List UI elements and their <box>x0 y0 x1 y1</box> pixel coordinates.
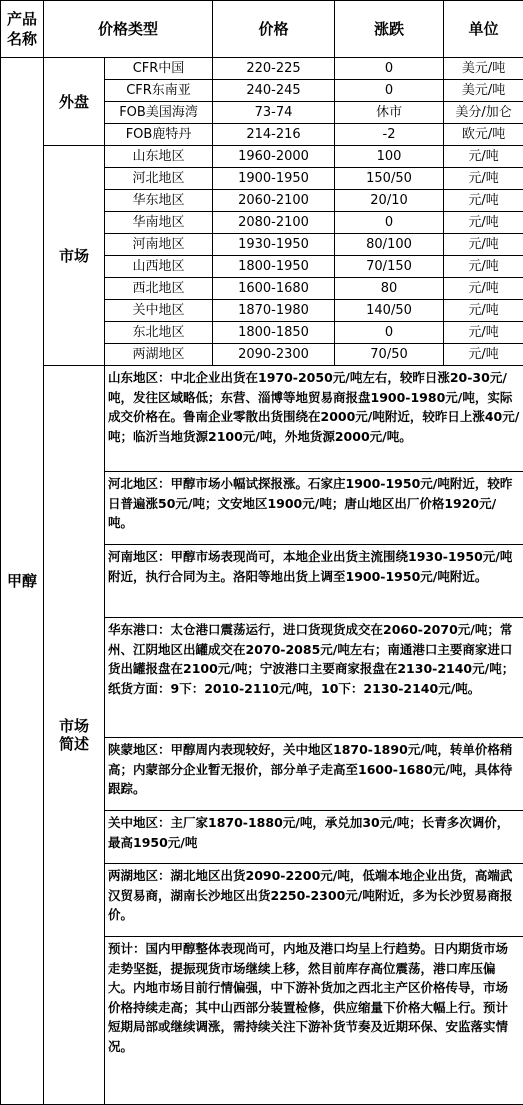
market-change-cell: 140/50 <box>335 300 444 322</box>
outer-price-cell: 73-74 <box>213 102 335 124</box>
market-change-cell: 20/10 <box>335 190 444 212</box>
summary-paragraph: 关中地区：主厂家1870-1880元/吨，承兑加30元/吨；长青多次调价，最高1950元/吨 <box>105 811 523 864</box>
market-change-cell: 80 <box>335 278 444 300</box>
header-product-line1: 产品 <box>1 9 43 29</box>
outer-unit-cell: 美分/加仑 <box>444 102 523 124</box>
market-unit-cell: 元/吨 <box>444 234 523 256</box>
market-change-cell: 70/150 <box>335 256 444 278</box>
market-price-cell: 1900-1950 <box>213 168 335 190</box>
market-name-cell: 西北地区 <box>105 278 213 300</box>
market-price-cell: 1960-2000 <box>213 146 335 168</box>
market-price-cell: 1600-1680 <box>213 278 335 300</box>
market-name-cell: 山西地区 <box>105 256 213 278</box>
market-price-cell: 1870-1980 <box>213 300 335 322</box>
outer-price-cell: 214-216 <box>213 124 335 146</box>
summary-row <box>1 366 523 472</box>
market-change-cell: 0 <box>335 212 444 234</box>
market-name-cell: 华东地区 <box>105 190 213 212</box>
market-unit-cell: 元/吨 <box>444 300 523 322</box>
summary-paragraph: 预计：国内甲醇整体表现尚可，内地及港口均呈上行趋势。日内期货市场走势坚挺，提振现货市场继续上移，然目前库存高位震荡，港口库压偏大。内地市场目前行情偏强，中下游补货加之西北主产区价格传导，市场价格持续走高；其中山西部分装置检修，供应缩量下价格大幅上行。预计短期局部或继续调涨，需持续关注下游补货节奏及近期环保、安监落实情况。 <box>105 937 523 1105</box>
product-name-cell: 甲醇 <box>1 58 44 1105</box>
market-change-cell: 0 <box>335 322 444 344</box>
outer-name-cell: FOB鹿特丹 <box>105 124 213 146</box>
outer-unit-cell: 欧元/吨 <box>444 124 523 146</box>
market-unit-cell: 元/吨 <box>444 168 523 190</box>
summary-category-label <box>44 366 105 1105</box>
header-product <box>1 1 44 58</box>
market-name-cell: 关中地区 <box>105 300 213 322</box>
header-product-line2: 名称 <box>1 29 43 49</box>
header-row <box>1 1 523 58</box>
outer-change-cell: 0 <box>335 80 444 102</box>
market-price-cell: 2060-2100 <box>213 190 335 212</box>
summary-paragraph: 河南地区：甲醇市场表现尚可，本地企业出货主流围绕1930-1950元/吨附近，执行合同为主。洛阳等地出货上调至1900-1950元/吨附近。 <box>105 545 523 618</box>
outer-change-cell: -2 <box>335 124 444 146</box>
header-unit: 单位 <box>444 1 523 58</box>
outer-price-cell: 240-245 <box>213 80 335 102</box>
market-price-cell: 2080-2100 <box>213 212 335 234</box>
header-change: 涨跌 <box>335 1 444 58</box>
summary-label-line2: 简述 <box>44 735 104 753</box>
market-price-cell: 1930-1950 <box>213 234 335 256</box>
market-unit-cell: 元/吨 <box>444 344 523 366</box>
outer-name-cell: CFR东南亚 <box>105 80 213 102</box>
market-category-label: 市场 <box>44 146 105 366</box>
market-name-cell: 华南地区 <box>105 212 213 234</box>
market-name-cell: 山东地区 <box>105 146 213 168</box>
outer-change-cell: 0 <box>335 58 444 80</box>
summary-paragraph: 两湖地区：湖北地区出货2090-2200元/吨，低端本地企业出货，高端武汉贸易商，湖南长沙地区出货2250-2300元/吨附近，多为长沙贸易商报价。 <box>105 864 523 937</box>
market-name-cell: 东北地区 <box>105 322 213 344</box>
market-unit-cell: 元/吨 <box>444 278 523 300</box>
outer-change-cell: 休市 <box>335 102 444 124</box>
summary-paragraph: 华东港口：太仓港口震荡运行，进口货现货成交在2060-2070元/吨；常州、江阴地区出罐成交在2070-2085元/吨左右；南通港口主要商家进口货出罐报盘在2100元/吨；宁波港口主要商家报盘在2130-2140元/吨；纸货方面：9下：2010-2110元/吨，10下：2130-2140元/吨。 <box>105 618 523 738</box>
outer-name-cell: CFR中国 <box>105 58 213 80</box>
market-name-cell: 两湖地区 <box>105 344 213 366</box>
header-price: 价格 <box>213 1 335 58</box>
summary-paragraph: 河北地区：甲醇市场小幅试探报涨。石家庄1900-1950元/吨附近，较昨日普遍涨50元/吨；文安地区1900元/吨；唐山地区出厂价格1920元/吨。 <box>105 472 523 545</box>
market-change-cell: 150/50 <box>335 168 444 190</box>
outer-unit-cell: 美元/吨 <box>444 58 523 80</box>
market-price-cell: 1800-1950 <box>213 256 335 278</box>
summary-paragraph: 山东地区：中北企业出货在1970-2050元/吨左右，较昨日涨20-30元/吨，发往区域略低；东营、淄博等地贸易商报盘1900-1980元/吨，实际成交价格在。鲁南企业零散出货围绕在2000元/吨附近，较昨日上涨40元/吨；临沂当地货源2100元/吨，外地货源2000元/吨。 <box>105 366 523 472</box>
market-change-cell: 100 <box>335 146 444 168</box>
market-unit-cell: 元/吨 <box>444 190 523 212</box>
market-price-cell: 1800-1850 <box>213 322 335 344</box>
outer-price-cell: 220-225 <box>213 58 335 80</box>
outer-unit-cell: 美元/吨 <box>444 80 523 102</box>
outer-category-label: 外盘 <box>44 58 105 146</box>
header-type: 价格类型 <box>44 1 213 58</box>
market-unit-cell: 元/吨 <box>444 212 523 234</box>
market-change-cell: 80/100 <box>335 234 444 256</box>
outer-row <box>1 58 523 80</box>
market-name-cell: 河北地区 <box>105 168 213 190</box>
market-unit-cell: 元/吨 <box>444 146 523 168</box>
market-unit-cell: 元/吨 <box>444 256 523 278</box>
market-row <box>1 146 523 168</box>
market-unit-cell: 元/吨 <box>444 322 523 344</box>
market-price-cell: 2090-2300 <box>213 344 335 366</box>
summary-label-line1: 市场 <box>44 717 104 735</box>
outer-name-cell: FOB美国海湾 <box>105 102 213 124</box>
summary-paragraph: 陕蒙地区：甲醇周内表现较好，关中地区1870-1890元/吨，转单价格稍高；内蒙部分企业暂无报价，部分单子走高至1600-1680元/吨，具体待跟踪。 <box>105 738 523 811</box>
market-name-cell: 河南地区 <box>105 234 213 256</box>
market-change-cell: 70/50 <box>335 344 444 366</box>
